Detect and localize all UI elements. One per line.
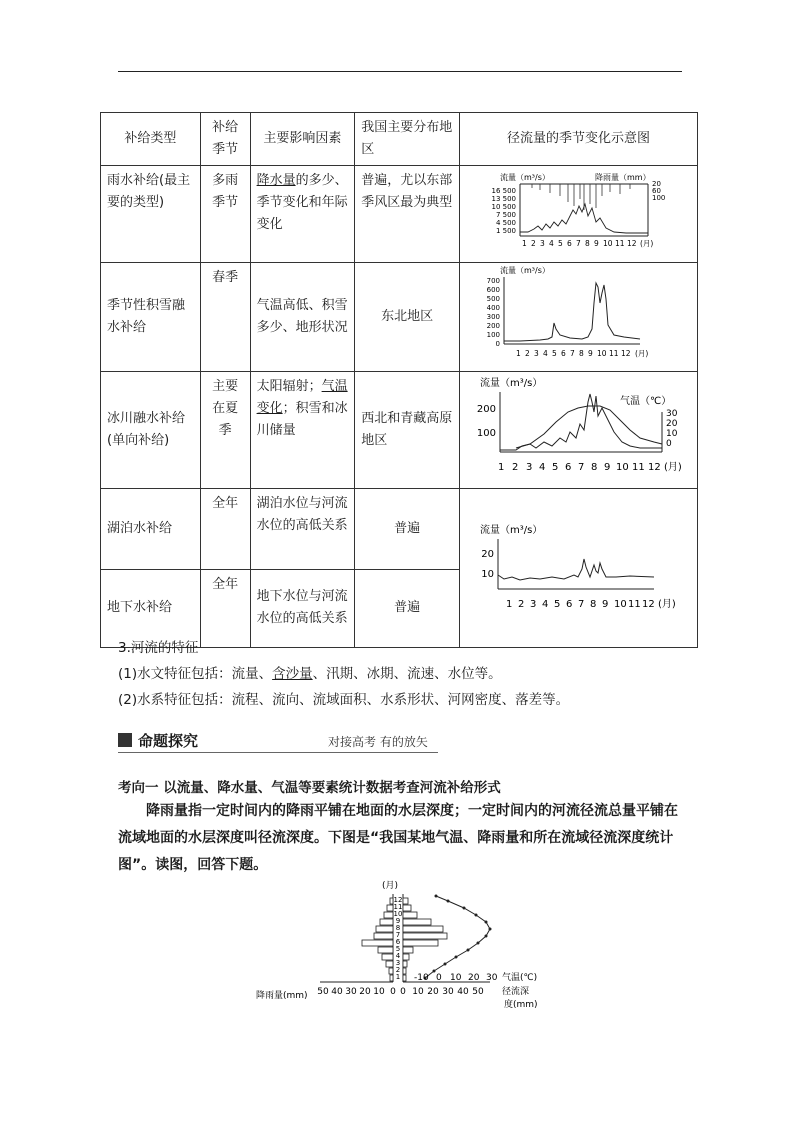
- month-tick: 5: [553, 599, 561, 610]
- temp-tick: -10: [414, 973, 429, 983]
- temperature-line: [516, 406, 662, 448]
- month-tick: 1: [515, 349, 521, 358]
- type-cell: 冰川融水补给(单向补给): [101, 372, 201, 489]
- precip-axis-label: 降雨量(mm): [256, 991, 308, 1001]
- y-tick: 100: [476, 428, 496, 439]
- season-cell: 春季: [200, 263, 250, 372]
- month-tick: 1: [497, 462, 505, 473]
- month-label: 8: [395, 924, 401, 932]
- temp-tick: 10: [450, 973, 462, 983]
- precip-tick: 50: [317, 987, 329, 997]
- precip-tick: 20: [651, 180, 661, 188]
- y-tick: 100: [486, 331, 500, 339]
- factors-underlined: 气温变化: [256, 379, 348, 416]
- glacier-supply-chart: [460, 372, 696, 480]
- y-tick: 20: [481, 549, 494, 560]
- section-tagline: 对接高考 有的放矢: [328, 735, 428, 749]
- section-marker-icon: [118, 733, 132, 747]
- month-ticks: [522, 239, 653, 248]
- month-axis-labels: [394, 896, 403, 981]
- month-tick: 8: [590, 462, 598, 473]
- month-tick: 7: [569, 349, 575, 358]
- factors-text: ；积雪和冰川储量: [256, 401, 348, 438]
- month-tick: 5: [551, 462, 559, 473]
- precip-tick: 30: [345, 987, 357, 997]
- lake-ground-supply-chart: [460, 489, 696, 639]
- precip-ticks: [317, 987, 396, 997]
- month-tick: 6: [560, 349, 566, 358]
- runoff-tick: 10: [412, 987, 424, 997]
- factors-text: 的多少、季节变化和年际变化: [256, 173, 348, 232]
- diagram-cell: [459, 489, 697, 648]
- diagram-cell: [459, 372, 697, 489]
- factors-cell: 气温高低、积雪多少、地形状况: [250, 263, 355, 372]
- season-cell: 全年: [200, 489, 250, 570]
- month-label: 2: [395, 966, 401, 974]
- precip-tick: 40: [331, 987, 343, 997]
- month-tick: 12: [626, 239, 637, 248]
- factors-cell: 地下水位与河流水位的高低关系: [250, 569, 355, 647]
- month-ticks: [506, 598, 676, 610]
- diagram-cell: [459, 166, 697, 263]
- temp-tick: 0: [436, 973, 442, 983]
- section-header: [118, 730, 438, 754]
- precip-tick: 20: [359, 987, 371, 997]
- type-cell: 雨水补给(最主要的类型): [101, 166, 201, 263]
- month-tick: 4: [538, 462, 546, 473]
- month-tick: 12: [641, 599, 655, 610]
- month-unit: (月): [634, 349, 649, 358]
- month-label: 12: [393, 896, 403, 904]
- month-tick: 6: [566, 239, 572, 248]
- month-unit: (月): [639, 239, 654, 248]
- y-tick: 1 500: [495, 227, 516, 235]
- precip-tick: 10: [373, 987, 385, 997]
- month-label: 7: [395, 931, 401, 939]
- month-tick: 10: [602, 239, 613, 248]
- header-diagram: 径流量的季节变化示意图: [459, 113, 697, 166]
- month-tick: 1: [505, 599, 513, 610]
- section3-line2: (2)水系特征包括：流程、流向、流域面积、水系形状、河网密度、落差等。: [118, 692, 570, 708]
- temp-tick: 10: [665, 429, 678, 439]
- month-tick: 4: [542, 349, 548, 358]
- month-tick: 11: [608, 349, 619, 358]
- factors-cell: [250, 372, 355, 489]
- precip-tick: 60: [651, 187, 661, 195]
- month-tick: 9: [593, 239, 599, 248]
- precip-tick: 0: [390, 987, 396, 997]
- factors-text: 太阳辐射；: [256, 379, 322, 394]
- month-tick: 8: [578, 349, 584, 358]
- month-tick: 7: [575, 239, 581, 248]
- y-tick: 600: [486, 286, 500, 294]
- y-tick: 10: [481, 569, 494, 580]
- distribution-cell: 普遍: [355, 489, 460, 570]
- month-tick: 7: [577, 462, 585, 473]
- diagram-cell: [459, 263, 697, 372]
- precip-bars: [532, 184, 630, 210]
- month-tick: 10: [613, 599, 627, 610]
- runoff-label: 径流深: [502, 987, 530, 997]
- flow-line: [498, 559, 654, 580]
- month-tick: 12: [647, 462, 661, 473]
- month-tick: 7: [577, 599, 585, 610]
- precip-label: 降雨量（mm）: [594, 173, 651, 182]
- y-tick: 400: [486, 304, 500, 312]
- section3-title: 3.河流的特征: [118, 640, 199, 656]
- temp-tick: 30: [486, 973, 498, 983]
- header-factors: 主要影响因素: [250, 113, 355, 166]
- month-tick: 3: [529, 599, 537, 610]
- temp-label: 气温（℃）: [619, 396, 672, 407]
- month-tick: 4: [541, 599, 549, 610]
- month-tick: 5: [551, 349, 557, 358]
- y-tick: 13 500: [491, 195, 516, 203]
- table-row: [101, 166, 698, 263]
- line-underlined: 含沙量: [272, 666, 313, 682]
- month-ticks: [498, 461, 682, 473]
- flow-label: 流量（m³/s）: [499, 266, 550, 275]
- month-tick: 6: [564, 462, 572, 473]
- rain-supply-chart: [460, 166, 696, 254]
- runoff-tick: 20: [427, 987, 439, 997]
- header-season: 补给季节: [200, 113, 250, 166]
- flow-line: [504, 283, 640, 341]
- precip-tick: 100: [651, 194, 666, 202]
- month-tick: 9: [603, 462, 611, 473]
- month-label: 1: [395, 973, 401, 981]
- section3-line1: [118, 662, 502, 682]
- month-label: 10: [393, 910, 403, 918]
- season-cell: 全年: [200, 569, 250, 647]
- month-tick: 11: [627, 599, 641, 610]
- line-text: (1)水文特征包括：流量、: [118, 666, 273, 682]
- type-cell: 季节性积雪融水补给: [101, 263, 201, 372]
- season-cell: 多雨季节: [200, 166, 250, 263]
- month-unit: (月): [382, 881, 399, 891]
- section-rule: [118, 752, 438, 753]
- temp-tick: 20: [665, 419, 678, 429]
- table-row: [101, 489, 698, 570]
- header-distribution: 我国主要分布地区: [355, 113, 460, 166]
- distribution-cell: 普遍: [355, 569, 460, 647]
- temp-tick: 30: [665, 409, 678, 419]
- climate-runoff-figure: [250, 876, 550, 1016]
- month-tick: 2: [517, 599, 525, 610]
- month-ticks: [516, 349, 648, 358]
- temp-tick: 20: [468, 973, 480, 983]
- month-unit: (月): [663, 462, 682, 473]
- y-tick: 16 500: [491, 187, 516, 195]
- question-body: 降雨量指一定时间内的降雨平铺在地面的水层深度；一定时间内的河流径流总量平铺在流域地面的水层深度叫径流深度。下图是“我国某地气温、降雨量和所在流域径流深度统计图”。读图，回答下题。: [118, 803, 678, 873]
- month-tick: 2: [530, 239, 536, 248]
- month-tick: 9: [587, 349, 593, 358]
- month-label: 3: [395, 959, 401, 967]
- runoff-label: 度(mm): [504, 1000, 538, 1010]
- month-label: 9: [395, 917, 401, 925]
- month-tick: 11: [614, 239, 625, 248]
- month-tick: 10: [615, 462, 629, 473]
- table-row: [101, 263, 698, 372]
- type-cell: 湖泊水补给: [101, 489, 201, 570]
- runoff-ticks: [400, 987, 484, 997]
- month-tick: 9: [601, 599, 609, 610]
- month-tick: 12: [620, 349, 631, 358]
- y-tick: 10 500: [491, 203, 516, 211]
- month-tick: 6: [565, 599, 573, 610]
- header-type: 补给类型: [101, 113, 201, 166]
- distribution-cell: 西北和青藏高原地区: [355, 372, 460, 489]
- factors-underlined: 降水量: [256, 173, 296, 188]
- season-cell: 主要在夏季: [200, 372, 250, 489]
- table-row: [101, 372, 698, 489]
- month-tick: 3: [539, 239, 545, 248]
- y-tick: 200: [476, 404, 496, 415]
- y-tick: 0: [495, 340, 500, 348]
- month-tick: 8: [584, 239, 590, 248]
- runoff-tick: 0: [400, 987, 406, 997]
- month-unit: (月): [657, 599, 676, 610]
- month-label: 6: [395, 938, 401, 946]
- section-title: 命题探究: [138, 732, 199, 750]
- y-tick: 7 500: [495, 211, 516, 219]
- month-tick: 11: [631, 462, 645, 473]
- month-tick: 2: [511, 462, 519, 473]
- y-tick: 200: [486, 322, 500, 330]
- runoff-tick: 40: [457, 987, 469, 997]
- month-tick: 10: [596, 349, 607, 358]
- runoff-bars: [403, 898, 447, 981]
- y-tick: 300: [486, 313, 500, 321]
- line-text: 、汛期、冰期、流速、水位等。: [312, 666, 502, 682]
- month-label: 5: [395, 945, 401, 953]
- distribution-cell: 东北地区: [355, 263, 460, 372]
- flow-label: 流量（m³/s）: [499, 173, 550, 182]
- temp-label: 气温(℃): [502, 973, 538, 983]
- month-tick: 3: [525, 462, 533, 473]
- month-tick: 4: [548, 239, 554, 248]
- month-tick: 8: [589, 599, 597, 610]
- factors-cell: 湖泊水位与河流水位的高低关系: [250, 489, 355, 570]
- factors-cell: [250, 166, 355, 263]
- flow-label: 流量（m³/s）: [479, 378, 543, 389]
- month-tick: 2: [524, 349, 530, 358]
- temp-ticks: [414, 973, 498, 983]
- snow-supply-chart: [460, 263, 696, 363]
- month-label: 11: [393, 903, 403, 911]
- river-supply-table: [100, 112, 698, 648]
- table-header-row: [101, 113, 698, 166]
- flow-label: 流量（m³/s）: [479, 525, 543, 536]
- month-label: 4: [395, 952, 401, 960]
- y-tick: 500: [486, 295, 500, 303]
- month-tick: 3: [533, 349, 539, 358]
- header-rule: [118, 71, 682, 72]
- runoff-tick: 30: [442, 987, 454, 997]
- temp-tick: 0: [665, 439, 672, 449]
- y-tick: 700: [486, 277, 500, 285]
- precip-bars: [362, 898, 393, 981]
- runoff-tick: 50: [472, 987, 484, 997]
- type-cell: 地下水补给: [101, 569, 201, 647]
- y-tick: 4 500: [495, 219, 516, 227]
- question-title: 考向一 以流量、降水量、气温等要素统计数据考查河流补给形式: [118, 780, 501, 796]
- distribution-cell: 普遍，尤以东部季风区最为典型: [355, 166, 460, 263]
- month-tick: 1: [521, 239, 527, 248]
- month-tick: 5: [557, 239, 563, 248]
